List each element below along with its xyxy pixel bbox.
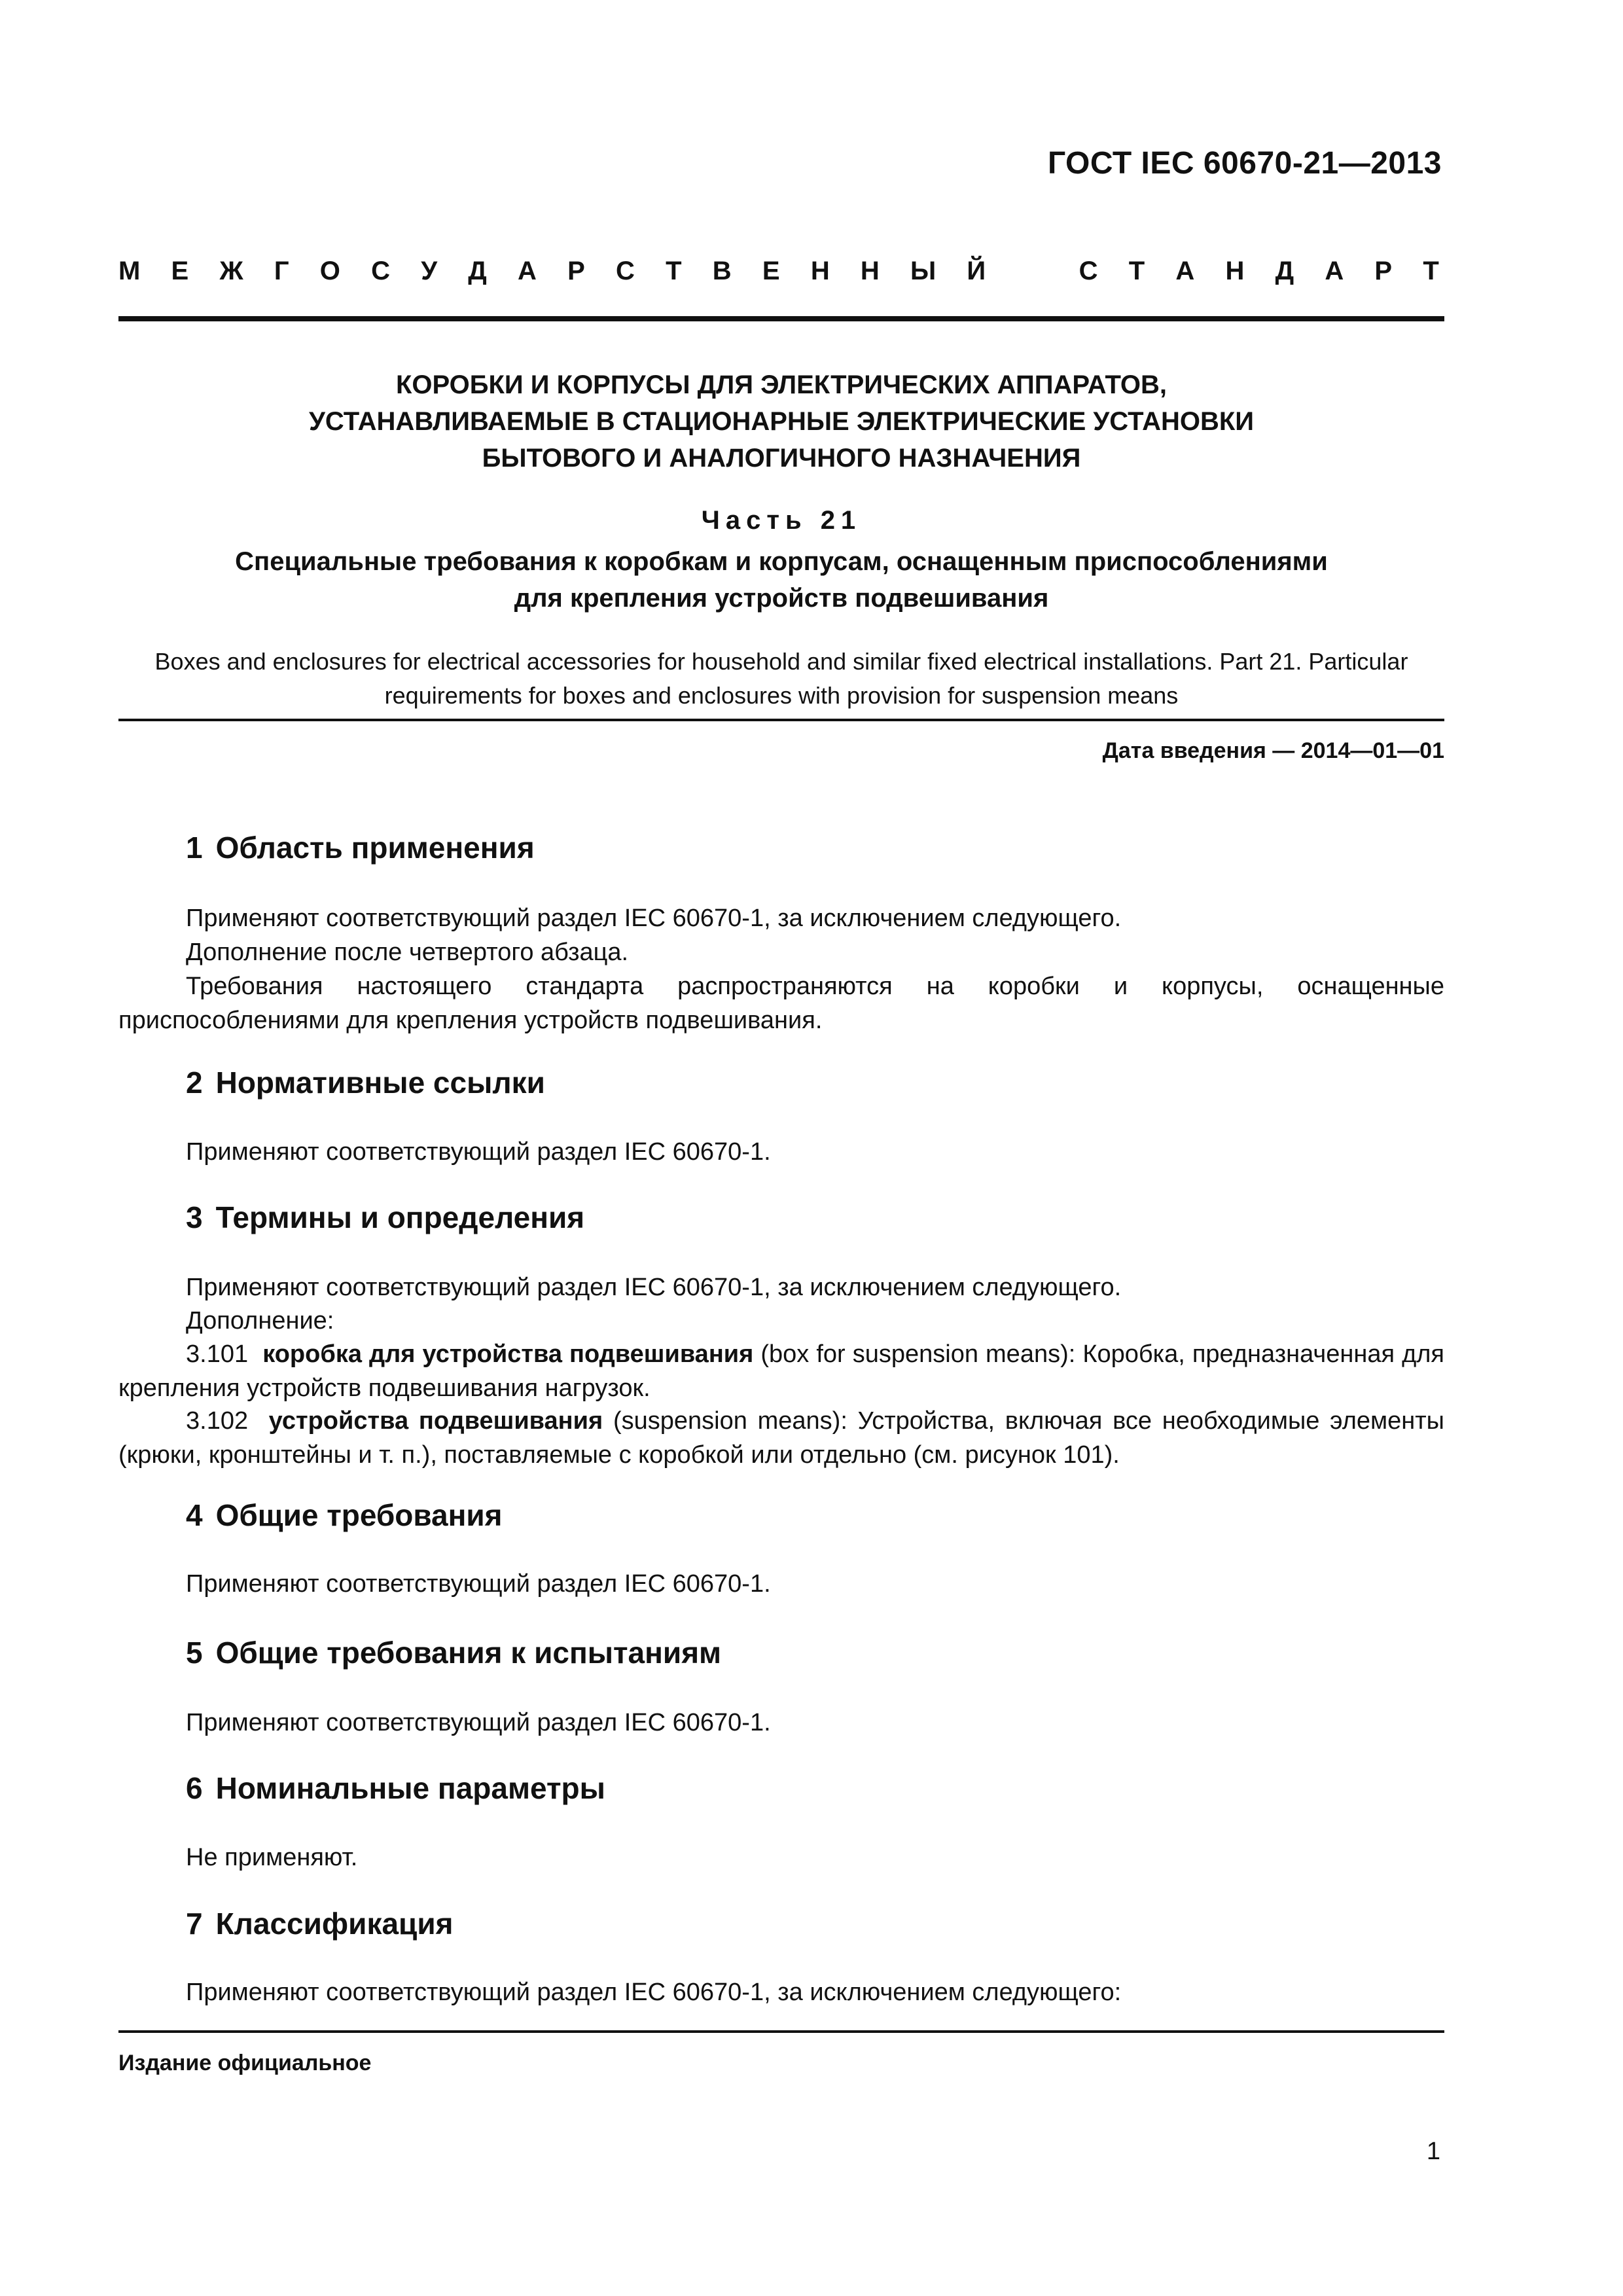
banner-letter: Н — [1225, 257, 1245, 285]
paragraph: Применяют соответствующий раздел IEC 60670-1, за исключением следующего. — [186, 1274, 1122, 1301]
banner-letter: Р — [567, 257, 585, 285]
paragraph: Требования настоящего стандарта распространяются на коробки и корпусы, оснащенные приспособлениями для крепления устройств подвешивания. — [118, 973, 1444, 1034]
page-number: 1 — [1426, 2138, 1440, 2165]
banner-letter: Д — [1275, 257, 1294, 285]
section-title: Область применения — [215, 831, 535, 865]
term-text: (box for suspension means): Коробка, предназначенная для крепления устройств подвешивания нагрузок. — [118, 1340, 1445, 1402]
section-number: 1 — [186, 831, 203, 865]
banner-letter: С — [371, 257, 390, 285]
banner-letter: А — [1325, 257, 1344, 285]
title-line: БЫТОВОГО И АНАЛОГИЧНОГО НАЗНАЧЕНИЯ — [482, 444, 1081, 473]
header-rule — [118, 316, 1444, 321]
paragraph: Применяют соответствующий раздел IEC 60670-1, за исключением следующего. — [186, 905, 1122, 932]
banner-letter: О — [319, 257, 340, 285]
banner-letter: В — [712, 257, 732, 285]
section-title: Номинальные параметры — [215, 1771, 605, 1805]
banner-letter: С — [1079, 257, 1098, 285]
banner-letter: Е — [762, 257, 780, 285]
banner-letter: А — [518, 257, 537, 285]
english-title — [118, 645, 1444, 713]
document-number: ГОСТ IEC 60670-21—2013 — [1047, 146, 1442, 181]
banner-letter: Н — [810, 257, 830, 285]
section-number: 4 — [186, 1498, 203, 1532]
term-text: (suspension means): Устройства, включая все необходимые элементы (крюки, кронштейны и т. п.), поставляемые с коробкой или отдельно (см. рисунок 101). — [118, 1407, 1444, 1469]
banner-letter: Т — [666, 257, 682, 285]
banner-letter: Й — [967, 257, 986, 285]
document-title — [118, 367, 1444, 476]
term-definition — [118, 1404, 1444, 1472]
banner-letter: Д — [468, 257, 487, 285]
term-number: 3.102 — [186, 1407, 249, 1435]
banner-letter: Т — [1423, 257, 1439, 285]
paragraph: Применяют соответствующий раздел IEC 60670-1. — [186, 1570, 771, 1598]
banner-letter: У — [421, 257, 438, 285]
paragraph: Применяют соответствующий раздел IEC 60670-1. — [186, 1138, 771, 1166]
part-title — [118, 543, 1444, 617]
section-title: Термины и определения — [215, 1200, 585, 1234]
banner-letter: М — [118, 257, 141, 285]
section-number: 5 — [186, 1636, 203, 1670]
section-heading — [186, 1906, 453, 1941]
section-heading — [186, 1498, 503, 1533]
term-name: устройства подвешивания — [268, 1407, 603, 1435]
intro-date: Дата введения — 2014—01—01 — [1102, 738, 1444, 763]
section-title: Общие требования — [215, 1498, 503, 1532]
section-heading — [186, 1065, 545, 1100]
part-title-line: для крепления устройств подвешивания — [514, 584, 1049, 613]
standard-banner — [118, 257, 1439, 286]
section-heading — [186, 830, 535, 865]
english-title-line: Boxes and enclosures for electrical accessories for household and similar fixed electrical installations. Part 21. Particular — [154, 648, 1408, 675]
paragraph: Дополнение после четвертого абзаца. — [186, 939, 629, 966]
banner-letter: Е — [171, 257, 189, 285]
paragraph: Не применяют. — [186, 1844, 358, 1871]
banner-letter: А — [1175, 257, 1195, 285]
paragraph: Дополнение: — [186, 1307, 334, 1335]
edition-label: Издание официальное — [118, 2051, 372, 2075]
banner-letter: Н — [860, 257, 880, 285]
term-number: 3.101 — [186, 1340, 249, 1368]
section-number: 2 — [186, 1066, 203, 1100]
term-name: коробка для устройства подвешивания — [262, 1340, 754, 1368]
section-number: 3 — [186, 1200, 203, 1234]
banner-letter: Р — [1374, 257, 1393, 285]
banner-letter: Г — [274, 257, 289, 285]
section-title: Общие требования к испытаниям — [215, 1636, 722, 1670]
section-heading — [186, 1200, 584, 1235]
banner-letter: Т — [1128, 257, 1145, 285]
paragraph: Применяют соответствующий раздел IEC 60670-1. — [186, 1709, 771, 1736]
title-rule — [118, 719, 1444, 721]
banner-letter: Ж — [219, 257, 243, 285]
title-line: УСТАНАВЛИВАЕМЫЕ В СТАЦИОНАРНЫЕ ЭЛЕКТРИЧЕСКИЕ УСТАНОВКИ — [308, 407, 1255, 436]
paragraph: Применяют соответствующий раздел IEC 60670-1, за исключением следующего: — [186, 1979, 1122, 2006]
section-heading — [186, 1770, 605, 1806]
english-title-line: requirements for boxes and enclosures with provision for suspension means — [384, 682, 1179, 709]
part-title-line: Специальные требования к коробкам и корпусам, оснащенным приспособлениями — [235, 547, 1328, 576]
term-definition — [118, 1337, 1444, 1405]
section-title: Нормативные ссылки — [215, 1066, 545, 1100]
footer-rule — [118, 2030, 1444, 2033]
banner-letter: С — [616, 257, 635, 285]
section-number: 6 — [186, 1771, 203, 1805]
section-title: Классификация — [215, 1907, 454, 1941]
title-line: КОРОБКИ И КОРПУСЫ ДЛЯ ЭЛЕКТРИЧЕСКИХ АППАРАТОВ, — [395, 370, 1168, 399]
section-heading — [186, 1635, 721, 1670]
section-number: 7 — [186, 1907, 203, 1941]
banner-letter: Ы — [910, 257, 936, 285]
part-label: Часть 21 — [701, 506, 862, 535]
